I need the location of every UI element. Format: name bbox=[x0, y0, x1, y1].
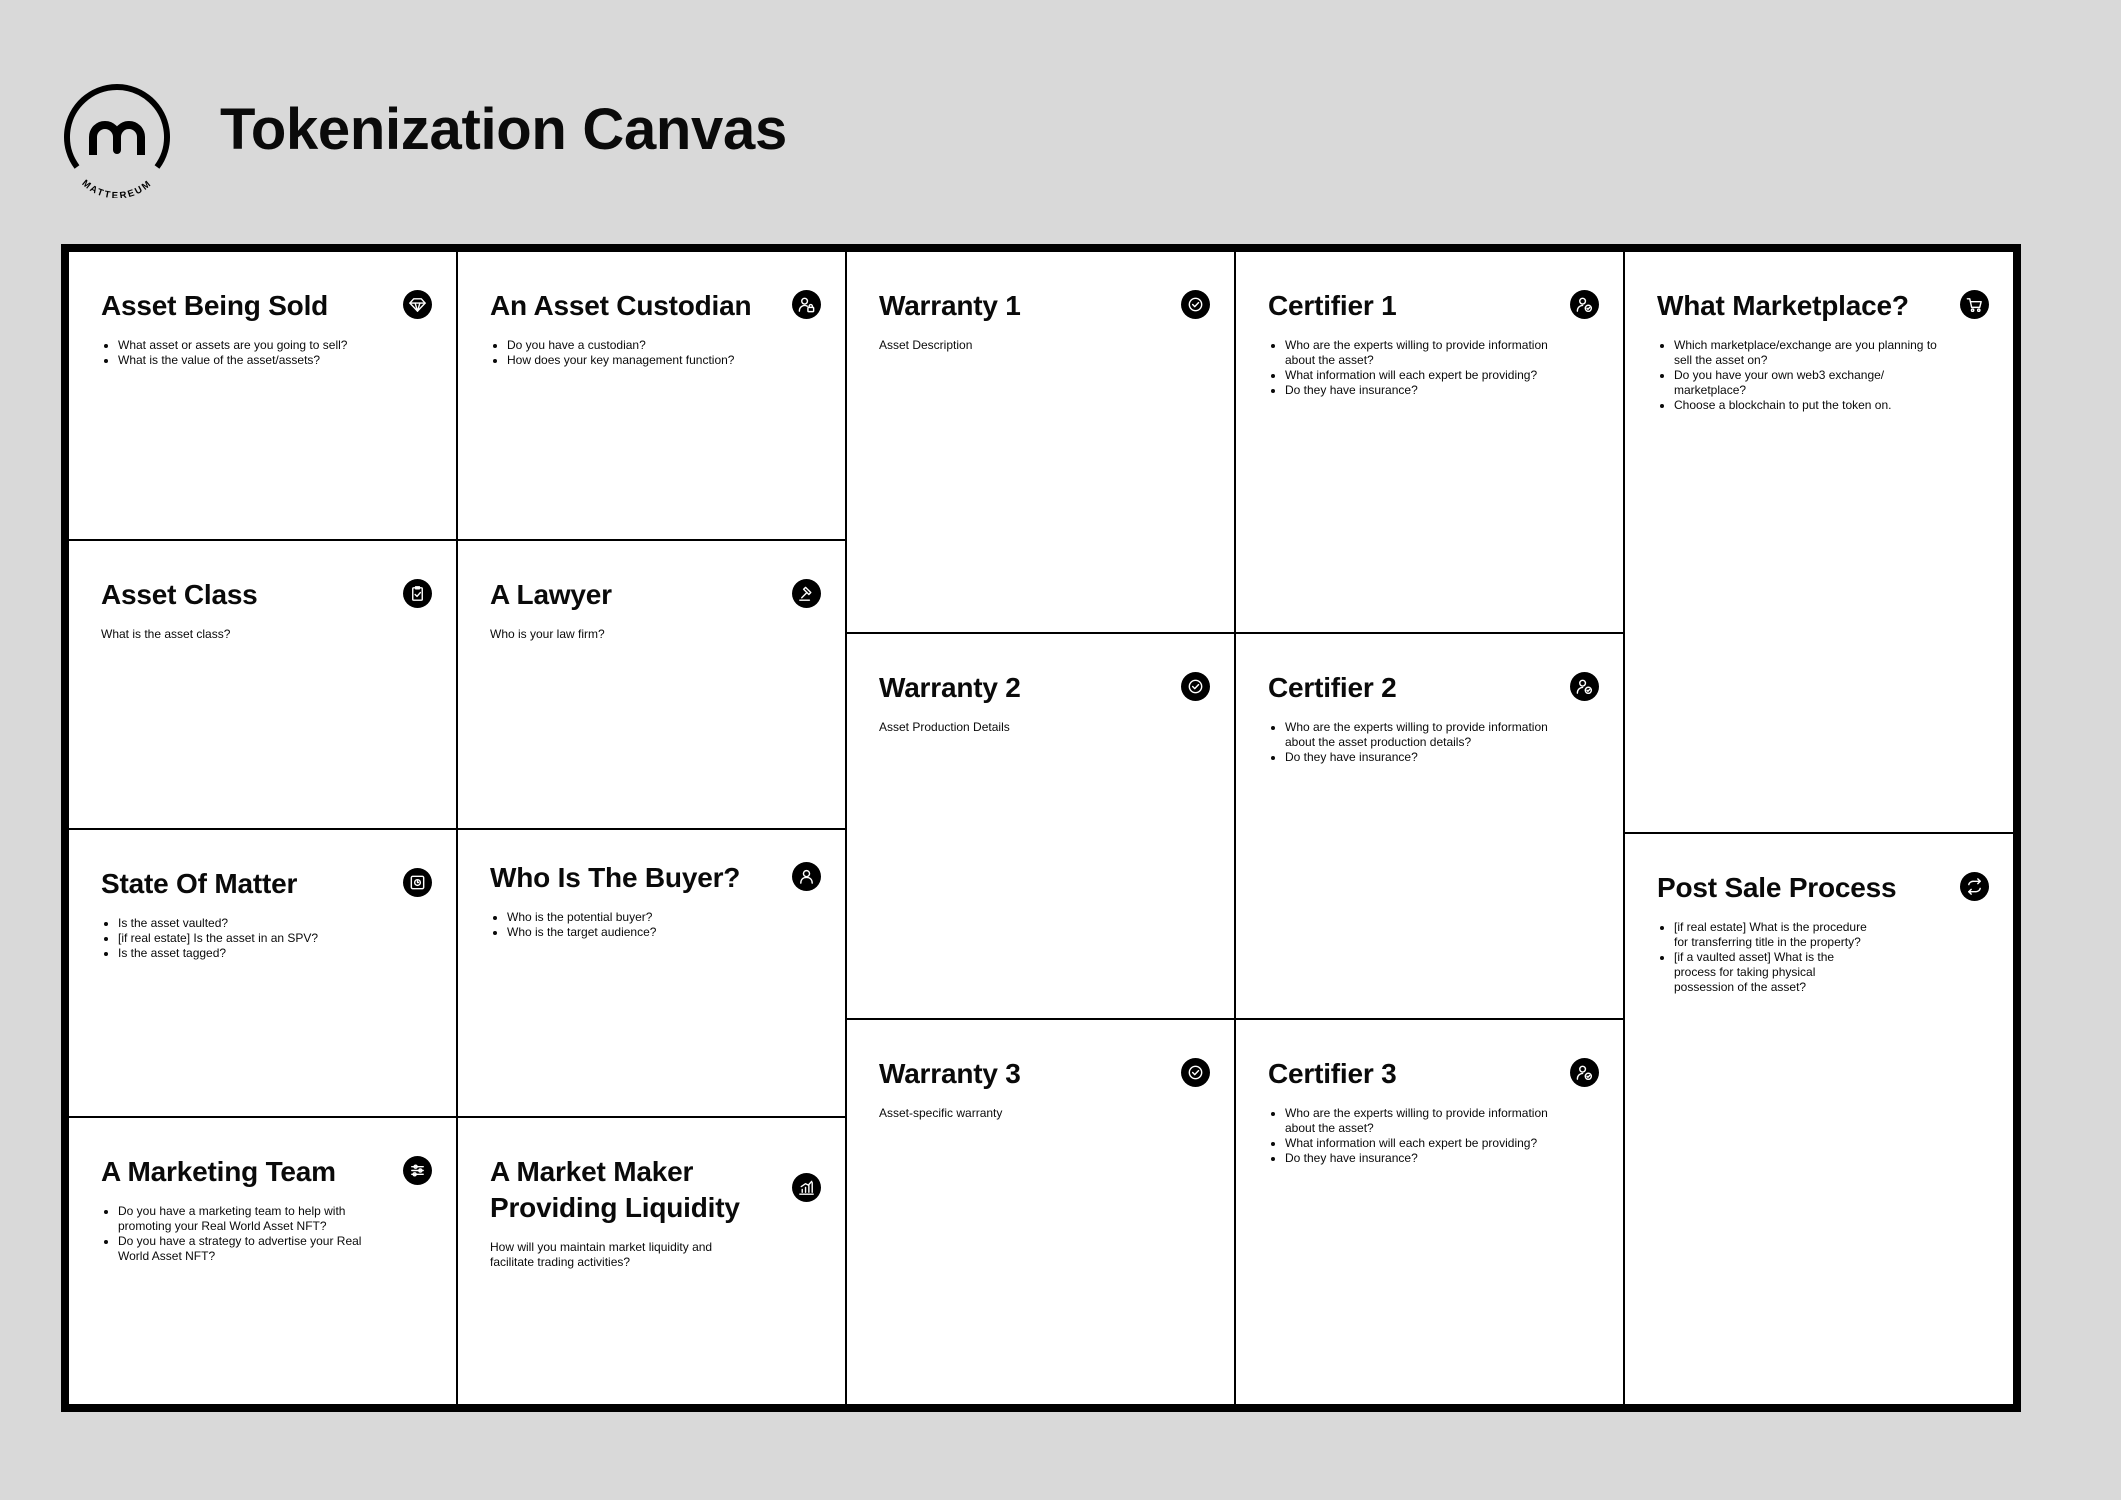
cell-title: Warranty 1 bbox=[879, 290, 1021, 321]
cell-certifier-1[interactable] bbox=[1235, 251, 1624, 633]
list-item: • Do you have your own web3 exchange/ marketplace? bbox=[1674, 368, 1944, 398]
svg-text:MATTEREUM bbox=[80, 178, 155, 198]
cell-title: Asset Being Sold bbox=[101, 290, 329, 321]
badge-check-icon bbox=[1181, 672, 1210, 701]
list-item: • Who are the experts willing to provide information about the asset production details? bbox=[1285, 720, 1555, 750]
cell-warranty-3[interactable] bbox=[846, 1019, 1235, 1405]
cell-market-maker[interactable] bbox=[457, 1117, 846, 1405]
list-item: • What information will each expert be providing? bbox=[1285, 1136, 1555, 1151]
cell-title: What Marketplace? bbox=[1657, 290, 1909, 321]
list-item: • Who are the experts willing to provide information about the asset? bbox=[1285, 1106, 1555, 1136]
badge-check-icon bbox=[1181, 1058, 1210, 1087]
cell-asset-custodian[interactable] bbox=[457, 251, 846, 540]
user-badge-icon bbox=[1570, 672, 1599, 701]
cell-title: Certifier 3 bbox=[1268, 1058, 1397, 1089]
cell-title: A Marketing Team bbox=[101, 1156, 336, 1187]
cell-title: Who Is The Buyer? bbox=[490, 862, 741, 893]
mattereum-logo bbox=[60, 84, 174, 198]
user-lock-icon bbox=[792, 290, 821, 319]
cell-title: Asset Class bbox=[101, 579, 258, 610]
list-item: • [if a vaulted asset] What is the process for taking physical possession of the asset? bbox=[1674, 950, 1874, 995]
list-item: • [if real estate] Is the asset in an SPV? bbox=[118, 931, 388, 946]
list-item: • Do they have insurance? bbox=[1285, 750, 1555, 765]
question-list bbox=[101, 1204, 388, 1264]
logo-wordmark: MATTEREUM bbox=[79, 177, 155, 198]
cell-title: Certifier 1 bbox=[1268, 290, 1397, 321]
question-list bbox=[1268, 338, 1555, 398]
cell-description: Asset-specific warranty bbox=[879, 1105, 1003, 1120]
cell-who-is-the-buyer[interactable] bbox=[457, 829, 846, 1117]
cell-description: How will you maintain market liquidity and facilitate trading activities? bbox=[490, 1239, 713, 1269]
cell-asset-being-sold[interactable] bbox=[68, 251, 457, 540]
cart-icon bbox=[1960, 290, 1989, 319]
list-item: • [if real estate] What is the procedure for transferring title in the property? bbox=[1674, 920, 1874, 950]
question-list bbox=[1268, 1106, 1555, 1166]
chart-icon bbox=[792, 1173, 821, 1202]
cell-title: An Asset Custodian bbox=[490, 290, 752, 321]
cell-certifier-2[interactable] bbox=[1235, 633, 1624, 1019]
question-list bbox=[101, 338, 388, 368]
cell-post-sale-process[interactable] bbox=[1624, 833, 2014, 1405]
cell-title: Warranty 2 bbox=[879, 672, 1021, 703]
user-badge-icon bbox=[1570, 290, 1599, 319]
list-item: • What information will each expert be providing? bbox=[1285, 368, 1555, 383]
list-item: • Who are the experts willing to provide information about the asset? bbox=[1285, 338, 1555, 368]
user-badge-icon bbox=[1570, 1058, 1599, 1087]
question-list bbox=[490, 338, 777, 368]
cell-asset-class[interactable] bbox=[68, 540, 457, 829]
list-item: • Do you have a custodian? bbox=[507, 338, 777, 353]
list-item: • Choose a blockchain to put the token on. bbox=[1674, 398, 1944, 413]
transfer-icon bbox=[1960, 872, 1989, 901]
question-list bbox=[1268, 720, 1555, 765]
user-icon bbox=[792, 862, 821, 891]
badge-check-icon bbox=[1181, 290, 1210, 319]
cell-warranty-2[interactable] bbox=[846, 633, 1235, 1019]
list-item: • Who is the target audience? bbox=[507, 925, 777, 940]
cell-warranty-1[interactable] bbox=[846, 251, 1235, 633]
cell-title: State Of Matter bbox=[101, 868, 298, 899]
question-list bbox=[490, 910, 777, 940]
cell-certifier-3[interactable] bbox=[1235, 1019, 1624, 1405]
tokenization-canvas bbox=[61, 244, 2021, 1412]
question-list bbox=[1657, 338, 1944, 413]
cell-title: A Lawyer bbox=[490, 579, 612, 610]
list-item: • Do they have insurance? bbox=[1285, 383, 1555, 398]
list-item: • What is the value of the asset/assets? bbox=[118, 353, 388, 368]
gavel-icon bbox=[792, 579, 821, 608]
list-item: • Do they have insurance? bbox=[1285, 1151, 1555, 1166]
cell-title: Warranty 3 bbox=[879, 1058, 1021, 1089]
list-item: • Who is the potential buyer? bbox=[507, 910, 777, 925]
cell-description: Asset Description bbox=[879, 337, 973, 352]
question-list bbox=[101, 916, 388, 961]
question-list bbox=[1657, 920, 1874, 995]
cell-title: Post Sale Process bbox=[1657, 872, 1897, 903]
cell-title: A Market Maker Providing Liquidity bbox=[490, 1156, 740, 1223]
clipboard-check-icon bbox=[403, 579, 432, 608]
cell-title: Certifier 2 bbox=[1268, 672, 1397, 703]
list-item: • Which marketplace/exchange are you planning to sell the asset on? bbox=[1674, 338, 1944, 368]
cell-description: What is the asset class? bbox=[101, 626, 231, 641]
list-item: • Do you have a marketing team to help with promoting your Real World Asset NFT? bbox=[118, 1204, 388, 1234]
cell-description: Who is your law firm? bbox=[490, 626, 605, 641]
list-item: • How does your key management function? bbox=[507, 353, 777, 368]
list-item: • Is the asset vaulted? bbox=[118, 916, 388, 931]
sliders-icon bbox=[403, 1156, 432, 1185]
cell-marketing-team[interactable] bbox=[68, 1117, 457, 1405]
cell-lawyer[interactable] bbox=[457, 540, 846, 829]
cell-what-marketplace[interactable] bbox=[1624, 251, 2014, 833]
list-item: • Is the asset tagged? bbox=[118, 946, 388, 961]
diamond-icon bbox=[403, 290, 432, 319]
list-item: • What asset or assets are you going to sell? bbox=[118, 338, 388, 353]
page-title: Tokenization Canvas bbox=[220, 97, 787, 162]
list-item: • Do you have a strategy to advertise your Real World Asset NFT? bbox=[118, 1234, 388, 1264]
cell-state-of-matter[interactable] bbox=[68, 829, 457, 1117]
cell-description: Asset Production Details bbox=[879, 719, 1010, 734]
vault-icon bbox=[403, 868, 432, 897]
